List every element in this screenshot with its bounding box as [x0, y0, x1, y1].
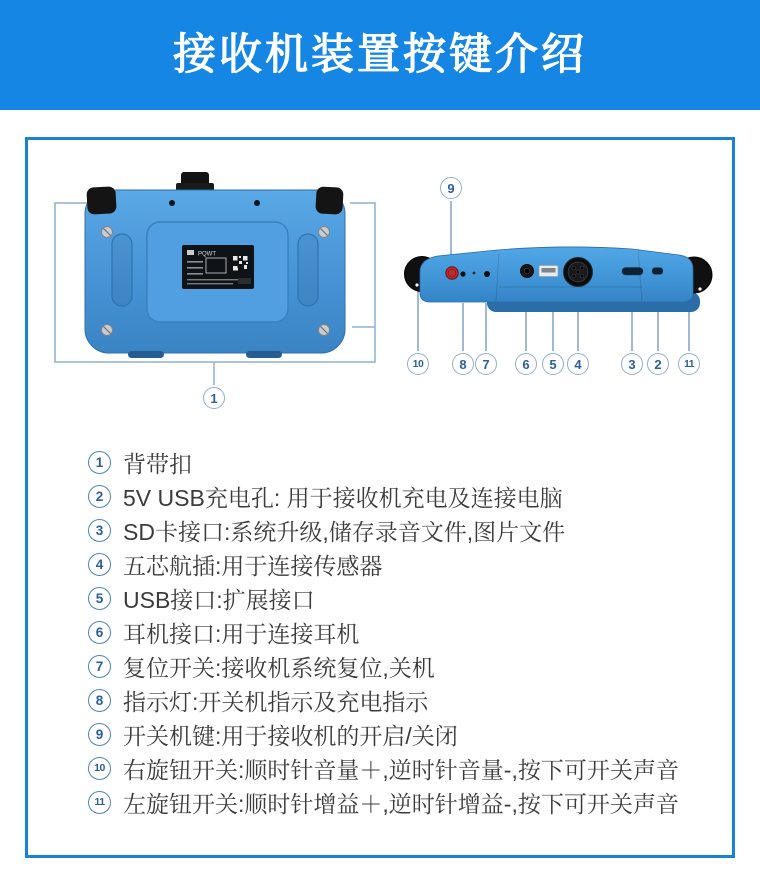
legend-item-text: 五芯航插:用于连接传感器 — [123, 552, 383, 579]
legend-item-10 — [88, 751, 718, 785]
charging-port — [652, 268, 663, 275]
headphone-jack-hole — [524, 268, 530, 274]
sd-card-slot — [622, 268, 643, 276]
legend-item-text: USB接口:扩展接口 — [123, 586, 315, 613]
legend-number-badge: 4 — [88, 553, 111, 576]
aviation-connector — [564, 258, 593, 287]
legend-item-9 — [88, 717, 718, 751]
figure-callout-6: 6 — [515, 353, 537, 375]
legend-item-text: 背带扣 — [123, 450, 192, 477]
knob-highlight-left — [415, 283, 418, 286]
page-title: 接收机装置按键介绍 — [173, 31, 587, 79]
legend-item-text: 复位开关:接收机系统复位,关机 — [123, 654, 435, 681]
legend-number-badge: 3 — [88, 519, 111, 542]
legend-list — [88, 445, 718, 819]
legend-number-badge: 7 — [88, 655, 111, 678]
title-banner — [0, 0, 760, 110]
figure-callout-5: 5 — [542, 353, 564, 375]
product-label — [182, 245, 254, 289]
figure-callout-9: 9 — [440, 177, 462, 199]
legend-number-badge: 11 — [88, 791, 111, 814]
legend-item-11 — [88, 785, 718, 819]
top-hole-left — [169, 200, 175, 206]
legend-item-text: 开关机键:用于接收机的开启/关闭 — [123, 722, 458, 749]
legend-item-2 — [88, 479, 718, 513]
indicator-light — [460, 271, 465, 276]
legend-item-text: 右旋钮开关:顺时针音量＋,逆时针音量-,按下可开关声音 — [123, 756, 679, 783]
legend-number-badge: 2 — [88, 485, 111, 508]
reset-switch — [484, 271, 490, 277]
top-connector — [176, 172, 214, 192]
figure-callout-2: 2 — [647, 353, 669, 375]
legend-item-5 — [88, 581, 718, 615]
legend-number-badge: 1 — [88, 451, 111, 474]
legend-item-6 — [88, 615, 718, 649]
legend-item-text: 指示灯:开关机指示及充电指示 — [123, 688, 429, 715]
foot-right — [246, 351, 282, 358]
legend-item-8 — [88, 683, 718, 717]
top-hole-right — [254, 200, 260, 206]
usb-port — [539, 266, 558, 277]
legend-item-3 — [88, 513, 718, 547]
figure-callout-10: 10 — [407, 353, 429, 375]
legend-item-text: 左旋钮开关:顺时针增益＋,逆时针增益-,按下可开关声音 — [123, 790, 679, 817]
foot-left — [128, 351, 164, 358]
legend-item-text: 5V USB充电孔: 用于接收机充电及连接电脑 — [123, 484, 563, 511]
figure-callout-4: 4 — [567, 353, 589, 375]
legend-number-badge: 10 — [88, 757, 111, 780]
legend-number-badge: 5 — [88, 587, 111, 610]
grip-right — [298, 234, 318, 306]
knob-highlight-right — [698, 287, 701, 290]
receiver-back-view-figure — [40, 168, 390, 413]
pinhole — [473, 272, 476, 275]
legend-item-4 — [88, 547, 718, 581]
legend-item-text: SD卡接口:系统升级,储存录音文件,图片文件 — [123, 518, 566, 545]
figure-callout-1: 1 — [203, 387, 225, 409]
legend-item-7 — [88, 649, 718, 683]
figure-callout-11: 11 — [678, 353, 700, 375]
legend-item-text: 耳机接口:用于连接耳机 — [123, 620, 360, 647]
strap-buckle-right — [315, 186, 343, 214]
figure-callout-8: 8 — [452, 353, 474, 375]
figure-callout-7: 7 — [475, 353, 497, 375]
brand-text: PQWT — [198, 251, 216, 258]
power-button — [446, 267, 458, 279]
grip-left — [112, 234, 132, 306]
figure-callout-3: 3 — [621, 353, 643, 375]
legend-number-badge: 8 — [88, 689, 111, 712]
legend-item-1 — [88, 445, 718, 479]
legend-number-badge: 9 — [88, 723, 111, 746]
strap-buckle-left — [86, 186, 116, 214]
legend-number-badge: 6 — [88, 621, 111, 644]
